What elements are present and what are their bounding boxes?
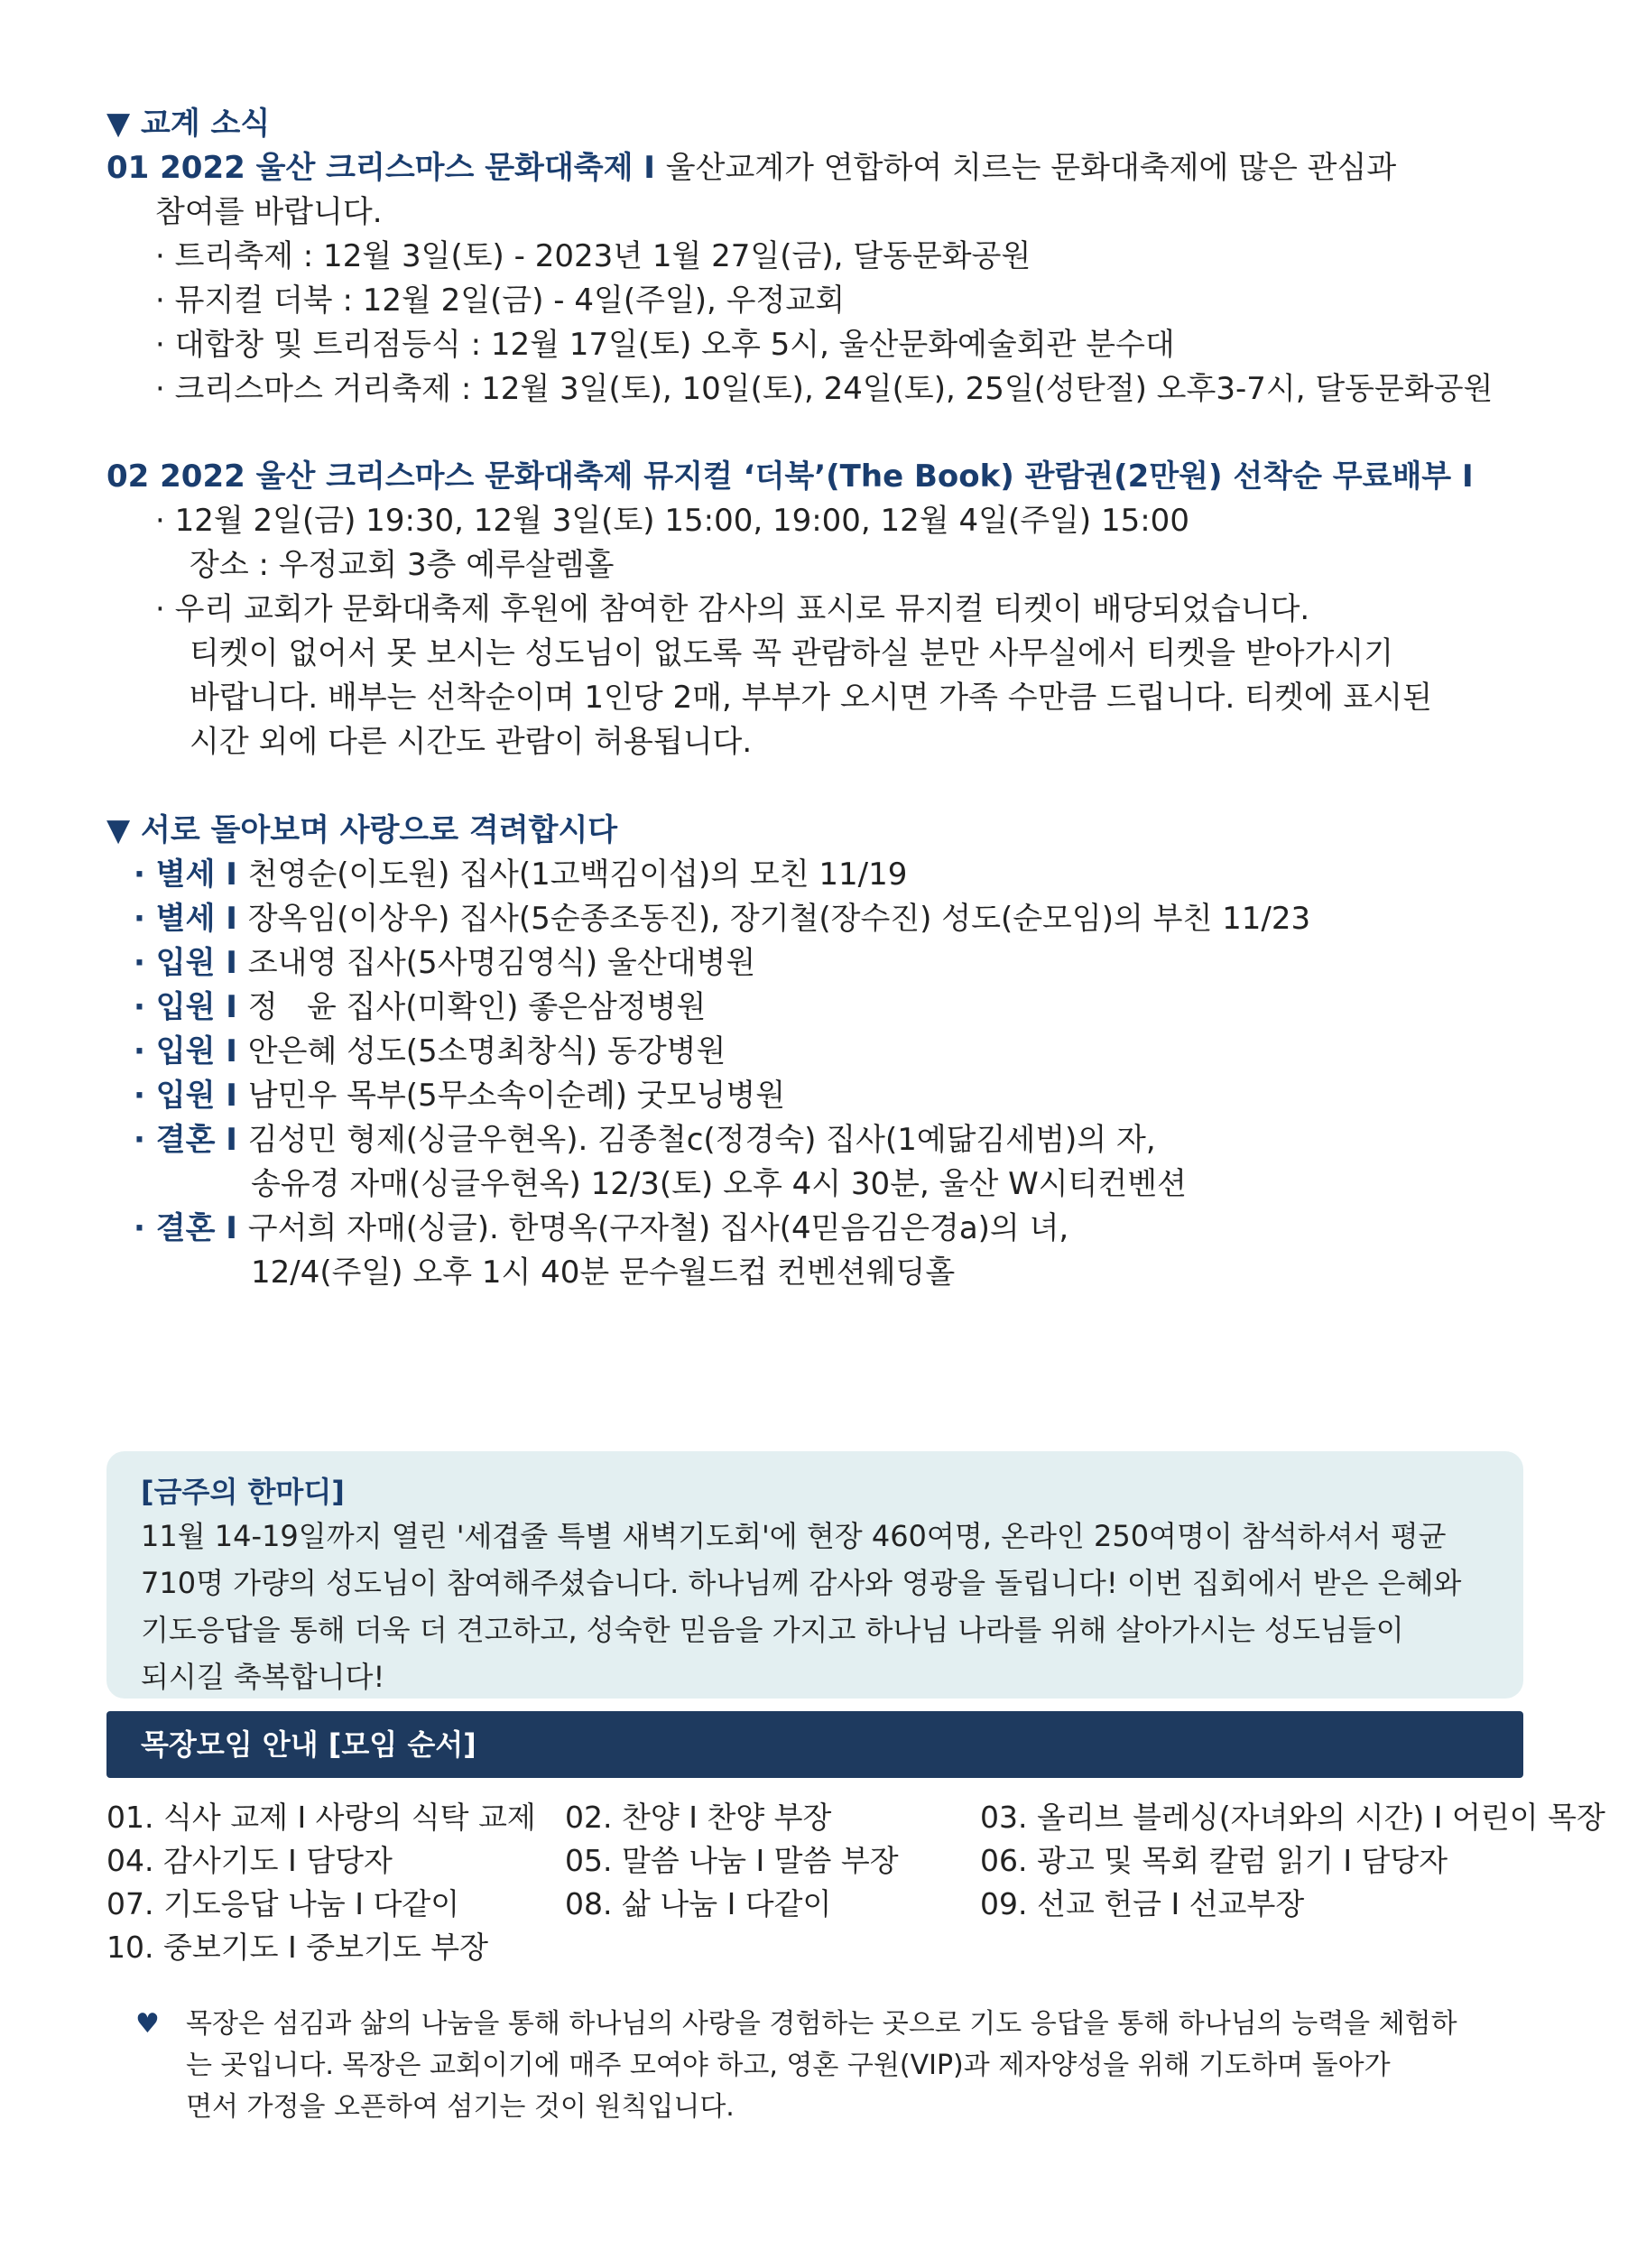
item-tag: · 입원 I: [134, 1033, 248, 1069]
meeting-order-row: [106, 1839, 1532, 1883]
item-tag: · 입원 I: [134, 989, 248, 1025]
meeting-step: 02. 찬양 I 찬양 부장: [565, 1800, 832, 1835]
news-item-1-bullet: · 크리스마스 거리축제 : 12월 3일(토), 10일(토), 24일(토), 25일(성탄절) 오후3-7시, 달동문화공원: [155, 371, 1494, 407]
meeting-order-row: [106, 1926, 1532, 1969]
item-tag: · 결혼 I: [134, 1122, 248, 1158]
weekly-word-line: 710명 가량의 성도님이 참여해주셨습니다. 하나님께 감사와 영광을 돌립니다! 이번 집회에서 받은 은혜와: [141, 1566, 1462, 1600]
item-text: 장옥임(이상우) 집사(5순종조동진), 장기철(장수진) 성도(순모임)의 부친 11/23: [247, 901, 1311, 937]
meeting-guide-bar: 목장모임 안내 [모임 순서]: [106, 1711, 1523, 1778]
item-tag: · 별세 I: [134, 856, 248, 893]
item-tag: · 입원 I: [134, 945, 248, 981]
news-item-2-line: · 12월 2일(금) 19:30, 12월 3일(토) 15:00, 19:00, 12월 4일(주일) 15:00: [155, 503, 1189, 539]
item-text: 조내영 집사(5사명김영식) 울산대병원: [247, 945, 756, 981]
section-title-church-news: ▼ 교계 소식: [106, 106, 271, 142]
news-item-2-line: 바랍니다. 배부는 선착순이며 1인당 2매, 부부가 오시면 가족 수만큼 드립니다. 티켓에 표시된: [190, 680, 1432, 716]
meeting-step: 01. 식사 교제 I 사랑의 식탁 교제: [106, 1800, 536, 1835]
note-line: 는 곳입니다. 목장은 교회이기에 매주 모여야 하고, 영혼 구원(VIP)과 제자양성을 위해 기도하며 돌아가: [186, 2050, 1391, 2081]
meeting-order-row: [106, 1796, 1605, 1839]
meeting-step: 03. 올리브 블레싱(자녀와의 시간) I 어린이 목장: [980, 1800, 1605, 1835]
meeting-step: 07. 기도응답 나눔 I 다같이: [106, 1886, 460, 1921]
news-item-2-head: 02 2022 울산 크리스마스 문화대축제 뮤지컬 ‘더북’(The Book) 관람권(2만원) 선착순 무료배부 I: [106, 458, 1474, 495]
list-item: [106, 897, 1523, 941]
weekly-word-line: 되시길 축복합니다!: [141, 1660, 385, 1694]
weekly-word-line: 기도응답을 통해 더욱 더 견고하고, 성숙한 믿음을 가지고 하나님 나라를 위해 살아가시는 성도님들이: [141, 1613, 1404, 1647]
news-item-2-line: 장소 : 우정교회 3층 예루살렘홀: [190, 547, 615, 583]
news-item-1-text: 울산교계가 연합하여 치르는 문화대축제에 많은 관심과: [665, 150, 1397, 186]
meeting-order: [106, 1796, 1605, 1969]
list-item: [106, 1030, 1523, 1074]
news-item-1-bullet: · 트리축제 : 12월 3일(토) - 2023년 1월 27일(금), 달동문화공원: [155, 238, 1031, 274]
item-continuation: 12/4(주일) 오후 1시 40분 문수월드컵 컨벤션웨딩홀: [251, 1254, 956, 1291]
item-text: 안은혜 성도(5소명최창식) 동강병원: [247, 1033, 726, 1069]
meeting-step: 10. 중보기도 I 중보기도 부장: [106, 1930, 488, 1965]
item-tag: · 별세 I: [134, 901, 248, 937]
meeting-note: [135, 2004, 1516, 2128]
meeting-step: 04. 감사기도 I 담당자: [106, 1843, 393, 1878]
list-item: [106, 853, 1523, 897]
meeting-step: 05. 말씀 나눔 I 말씀 부장: [565, 1843, 899, 1878]
item-text: 남민우 목부(5무소속이순례) 굿모닝병원: [247, 1078, 786, 1114]
list-item: [106, 1118, 1523, 1162]
list-item: [106, 1074, 1523, 1118]
item-tag: · 입원 I: [134, 1078, 248, 1114]
news-item-2-line: 시간 외에 다른 시간도 관람이 허용됩니다.: [190, 724, 753, 760]
section-title-encourage: ▼ 서로 돌아보며 사랑으로 격려합시다: [106, 812, 618, 848]
item-text: 천영순(이도원) 집사(1고백김이섭)의 모친 11/19: [247, 856, 908, 893]
note-line: 목장은 섬김과 삶의 나눔을 통해 하나님의 사랑을 경험하는 곳으로 기도 응답을 통해 하나님의 능력을 체험하: [186, 2008, 1457, 2040]
list-item: [106, 941, 1523, 986]
weekly-word-box: [106, 1451, 1523, 1699]
meeting-step: 09. 선교 헌금 I 선교부장: [980, 1886, 1305, 1921]
meeting-step: 08. 삶 나눔 I 다같이: [565, 1886, 832, 1921]
heart-icon: ♥: [135, 2008, 160, 2040]
church-news-page: [106, 101, 1523, 1295]
list-item: [106, 986, 1523, 1030]
meeting-step: 06. 광고 및 목회 칼럼 읽기 I 담당자: [980, 1843, 1448, 1878]
item-text: 김성민 형제(싱글우현옥). 김종철c(정경숙) 집사(1예닮김세범)의 자,: [247, 1122, 1156, 1158]
news-item-1-bullet: · 뮤지컬 더북 : 12월 2일(금) - 4일(주일), 우정교회: [155, 282, 846, 319]
item-text: 정 윤 집사(미확인) 좋은삼정병원: [247, 989, 707, 1025]
news-item-1-head: 01 2022 울산 크리스마스 문화대축제 I: [106, 150, 666, 186]
news-item-1: [106, 146, 1523, 190]
weekly-word-line: 11월 14-19일까지 열린 '세겹줄 특별 새벽기도회'에 현장 460여명, 온라인 250여명이 참석하셔서 평균: [141, 1519, 1447, 1553]
news-item-1-bullet: · 대합창 및 트리점등식 : 12월 17일(토) 오후 5시, 울산문화예술회관 분수대: [155, 327, 1175, 363]
item-text: 구서희 자매(싱글). 한명옥(구자철) 집사(4믿음김은경a)의 녀,: [247, 1210, 1069, 1246]
meeting-order-row: [106, 1883, 1532, 1926]
list-item: [106, 1207, 1523, 1251]
news-item-1-text2: 참여를 바랍니다.: [155, 194, 383, 230]
news-item-2-line: 티켓이 없어서 못 보시는 성도님이 없도록 꼭 관람하실 분만 사무실에서 티켓을 받아가시기: [190, 635, 1394, 671]
item-tag: · 결혼 I: [134, 1210, 248, 1246]
item-continuation: 송유경 자매(싱글우현옥) 12/3(토) 오후 4시 30분, 울산 W시티컨벤션: [251, 1166, 1187, 1202]
news-item-2-line: · 우리 교회가 문화대축제 후원에 참여한 감사의 표시로 뮤지컬 티켓이 배당되었습니다.: [155, 591, 1310, 627]
weekly-word-title: [금주의 한마디]: [141, 1475, 345, 1509]
note-line: 면서 가정을 오픈하여 섬기는 것이 원칙입니다.: [186, 2091, 735, 2123]
